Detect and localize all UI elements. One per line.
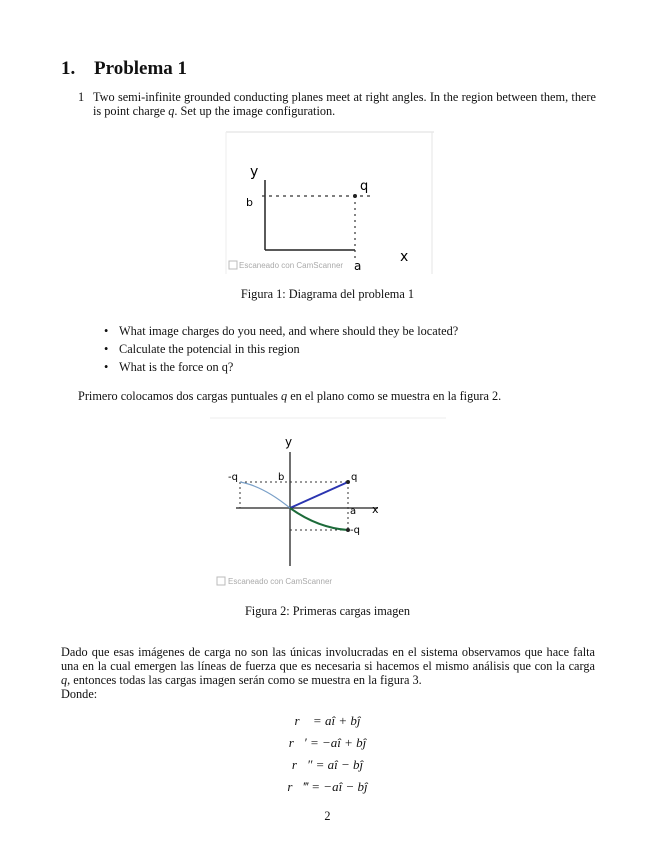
- fig1-label-a: a: [354, 259, 362, 273]
- bullet-list: [104, 324, 458, 378]
- section-heading: Problema 1: [94, 58, 188, 79]
- bullet-text: What image charges do you need, and where should they be located?: [119, 324, 459, 338]
- section-title: [61, 58, 187, 80]
- item-number: 1: [78, 90, 85, 104]
- fig2-label-neg-q-left: -q: [228, 472, 238, 483]
- list-item: • What is the force on q?: [104, 360, 234, 374]
- paragraph-2: [61, 645, 595, 701]
- para2-after: , entonces todas las cargas imagen serán como se muestra en la figura 3.: [67, 673, 422, 687]
- fig2-label-y: y: [285, 435, 293, 449]
- item-text-before: Two semi-infinite grounded conducting planes meet at right angles. In the region between them, there is point charge: [93, 90, 596, 118]
- list-item: • Calculate the potencial in this region: [104, 342, 300, 356]
- figure-2-caption: Figura 2: Primeras cargas imagen: [244, 604, 411, 618]
- para1-after: en el plano como se muestra en la figura 2.: [287, 389, 502, 403]
- fig2-label-x: x: [372, 503, 379, 516]
- paragraph-1: [78, 389, 501, 403]
- fig2-green-vector: [290, 508, 348, 530]
- equation-4: r⃗‴ = −aî − bĵ: [287, 779, 368, 794]
- list-item: • What image charges do you need, and where should they be located?: [104, 324, 459, 338]
- item-text-after: . Set up the image configuration.: [174, 104, 336, 118]
- scanner-icon: [217, 577, 225, 585]
- fig1-charge-point: [353, 194, 357, 198]
- scanner-icon: [229, 261, 237, 269]
- fig2-label-neg-q-bottom: -q: [350, 525, 360, 536]
- equation-3: r⃗″ = aî − bĵ: [291, 757, 364, 772]
- bullet-text: What is the force on q?: [119, 360, 234, 374]
- page-number: 2: [324, 809, 331, 823]
- figure-1-caption: Figura 1: Diagrama del problema 1: [240, 287, 415, 301]
- fig2-label-a: a: [350, 506, 357, 517]
- equations: [0, 710, 655, 798]
- fig1-label-y: y: [250, 164, 259, 180]
- fig1-label-b: b: [246, 196, 253, 209]
- figure-2: [208, 416, 448, 592]
- para1-before: Primero colocamos dos cargas puntuales: [78, 389, 281, 403]
- fig2-blue-vector: [290, 482, 348, 508]
- fig2-scanner-text: Escaneado con CamScanner: [228, 577, 333, 586]
- bullet-text: Calculate the potencial in this region: [119, 342, 300, 356]
- fig2-label-q-top: q: [351, 472, 358, 483]
- problem-item: [78, 90, 596, 118]
- item-text: [93, 90, 596, 118]
- para1-charge: q: [280, 389, 288, 403]
- fig1-label-x: x: [400, 249, 409, 265]
- fig2-label-b: b: [278, 472, 285, 483]
- fig2-light-vector: [240, 482, 290, 508]
- figure-1: [222, 128, 436, 276]
- para2-charge: q: [61, 673, 68, 687]
- equation-1: r⃗ = aî + bĵ: [294, 713, 361, 728]
- equation-2: r⃗′ = −aî + bĵ: [288, 735, 367, 750]
- para2-before: Dado que esas imágenes de carga no son las únicas involucradas en el sistema observamos que hace falta una en la cual emergen las líneas de fuerza que es necesaria si hacemos el mismo análisis que con la carga: [61, 645, 595, 673]
- para2-donde: Donde:: [61, 687, 98, 701]
- item-charge: q: [168, 104, 175, 118]
- fig1-label-q: q: [360, 179, 369, 194]
- fig1-scanner-text: Escaneado con CamScanner: [239, 261, 344, 270]
- section-number: 1.: [61, 58, 76, 79]
